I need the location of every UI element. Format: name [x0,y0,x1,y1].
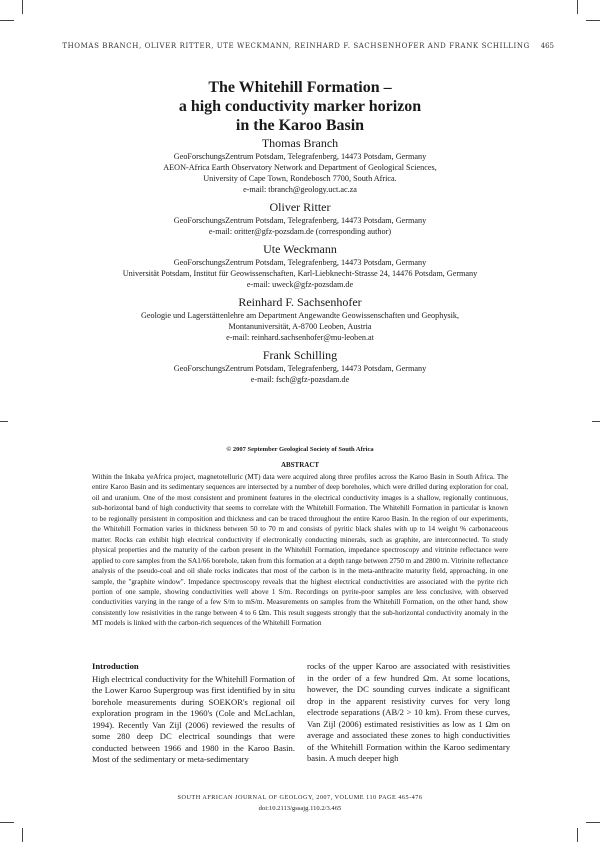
affiliation-line: GeoForschungsZentrum Potsdam, Telegrafenberg, 14473 Potsdam, Germany [173,258,427,267]
author-name: Ute Weckmann [263,242,337,256]
affiliation-line: Universität Potsdam, Institut für Geowissenschaften, Karl-Liebknecht-Strasse 24, 14476 Potsdam, Germany [122,269,478,278]
affiliation-line: AEON-Africa Earth Observatory Network and Department of Geological Sciences, [163,163,437,172]
title-line: The Whitehill Formation – [208,79,392,96]
author-email[interactable]: e-mail: oritter@gfz-pozsdam.de (corresponding author) [208,227,392,236]
body-paragraph: High electrical conductivity for the Whitehill Formation of the Lower Karoo Supergroup was first identified by in situ borehole measurements during SOEKOR's regional oil exploration program in the 1960's (Cole and McLachlan, 1994). Recently Van Zijl (2006) reviewed the results of some 280 deep DC electrical soundings that were conducted between 1966 and 1980 in the Karoo Basin. Most of the sedimentary or meta-sedimentary [92,673,295,764]
section-heading: Introduction [92,661,139,671]
author-entry [0,242,600,290]
affiliation-line: GeoForschungsZentrum Potsdam, Telegrafenberg, 14473 Potsdam, Germany [173,364,427,373]
crop-mark-top-left-v [22,0,23,14]
crop-mark-mid-left [0,421,8,422]
crop-mark-top-right-v [577,0,578,14]
author-email[interactable]: e-mail: tbranch@geology.uct.ac.za [243,185,357,194]
body-column-right [307,661,510,765]
author-name: Oliver Ritter [269,200,331,214]
paper-title [0,78,600,135]
running-head-authors: THOMAS BRANCH, OLIVER RITTER, UTE WECKMANN, REINHARD F. SACHSENHOFER AND FRANK SCHILLING [62,42,530,50]
author-entry [0,200,600,237]
affiliation-line: GeoForschungsZentrum Potsdam, Telegrafenberg, 14473 Potsdam, Germany [173,152,427,161]
author-block [0,136,600,390]
author-name: Thomas Branch [261,136,339,150]
crop-mark-bottom-left-v [22,828,23,842]
running-head [0,42,554,50]
author-entry [0,348,600,385]
author-entry [0,295,600,343]
title-line: in the Karoo Basin [235,117,365,134]
copyright-notice: © 2007 September Geological Society of South Africa [226,446,374,453]
crop-mark-mid-right [592,421,600,422]
title-line: a high conductivity marker horizon [178,98,422,115]
crop-mark-top-right [586,20,600,21]
crop-mark-bottom-right [586,822,600,823]
journal-citation: SOUTH AFRICAN JOURNAL OF GEOLOGY, 2007, VOLUME 110 PAGE 465-476 [177,794,423,801]
author-email[interactable]: e-mail: fsch@gfz-pozsdam.de [250,375,350,384]
author-email[interactable]: e-mail: reinhard.sachsenhofer@mu-leoben.at [226,333,374,342]
crop-mark-bottom-right-v [577,828,578,842]
affiliation-line: Montanuniversität, A-8700 Leoben, Austria [228,322,372,331]
affiliation-line: Geologie und Lagerstättenlehre am Department Angewandte Geowissenschaften und Geophysik, [140,311,460,320]
page-footer [0,794,600,812]
crop-mark-bottom-left [0,822,14,823]
doi-link[interactable]: doi:10.2113/gssajg.110.2/3.465 [258,805,342,812]
author-name: Frank Schilling [262,348,338,362]
abstract-text: Within the Inkaba yeAfrica project, magnetotelluric (MT) data were acquired along three profiles across the Karoo Basin in South Africa. The entire Karoo Basin and its sedimentary sequences are intersected by a number of deep boreholes, which were drilled during exploration for coal, oil and uranium. One of the most consistent and prominent features in the electrical conductivity images is a shallow, regionally continuous, sub-horizontal band of high conductivity that seems to correlate with the Whitehill Formation. The Whitehill Formation in particular is known to be regionally persistent in composition and thickness and can be traced throughout the entire Karoo Basin. In the region of our experiments, the Whitehill Formation varies in thickness between 50 to 70 m and consists of pyritic black shales with up to 14 weight % carbonaceous matter. Rocks can exhibit high electrical conductivity if electronically conducting minerals, such as graphite, are interconnected. To study physical properties and the maturity of the carbon present in the Whitehill Formation, impedance spectroscopy and vitrinite reflectance were applied to core samples from the SA1/66 borehole, taken from this formation at a depth range between 2750 m and 2800 m. Vitrinite reflectance analysis of the pseudo-coal and oil shale rocks indicates that most of the carbon is in the meta-anthracite maturity field, approaching, in one sample, the "graphite window". Impedance spectroscopy reveals that the highest electrical conductivities are associated with the pyrite rich portion of one sample, showing conductivities well above 1 S/m. Recordings on pyrite-poor samples are less conclusive, with observed conductivities varying in the range of a few S/m to mS/m. Measurements on samples from the Whitehill Formation, on the other hand, show consistently low resistivities in the range between 4 to 6 Ωm. This result suggests strongly that the sub-horizontal conductivity anomaly in the MT models is linked with the carbon-rich sequences of the Whitehill Formation [92,473,508,628]
author-name: Reinhard F. Sachsenhofer [238,295,362,309]
crop-mark-top-left [0,20,14,21]
body-paragraph: rocks of the upper Karoo are associated with resistivities in the order of a few hundred Ωm. At some locations, however, the DC sounding curves indicate a significant drop in the apparent resistivity curves for very long electrode separations (AB/2 > 10 km). From these curves, Van Zijl (2006) estimated resistivities as low as 1 Ωm on average and associated these zones to high conductivities of the Whitehill Formation within the Karoo sedimentary basin. A much deeper high [307,661,510,763]
affiliation-line: GeoForschungsZentrum Potsdam, Telegrafenberg, 14473 Potsdam, Germany [173,216,427,225]
affiliation-line: University of Cape Town, Rondebosch 7700, South Africa. [203,174,397,183]
author-email[interactable]: e-mail: uweck@gfz-pozsdam.de [246,280,354,289]
page-number: 465 [540,42,554,50]
body-column-left [92,661,295,766]
author-entry [0,136,600,195]
abstract-heading: ABSTRACT [280,461,320,469]
